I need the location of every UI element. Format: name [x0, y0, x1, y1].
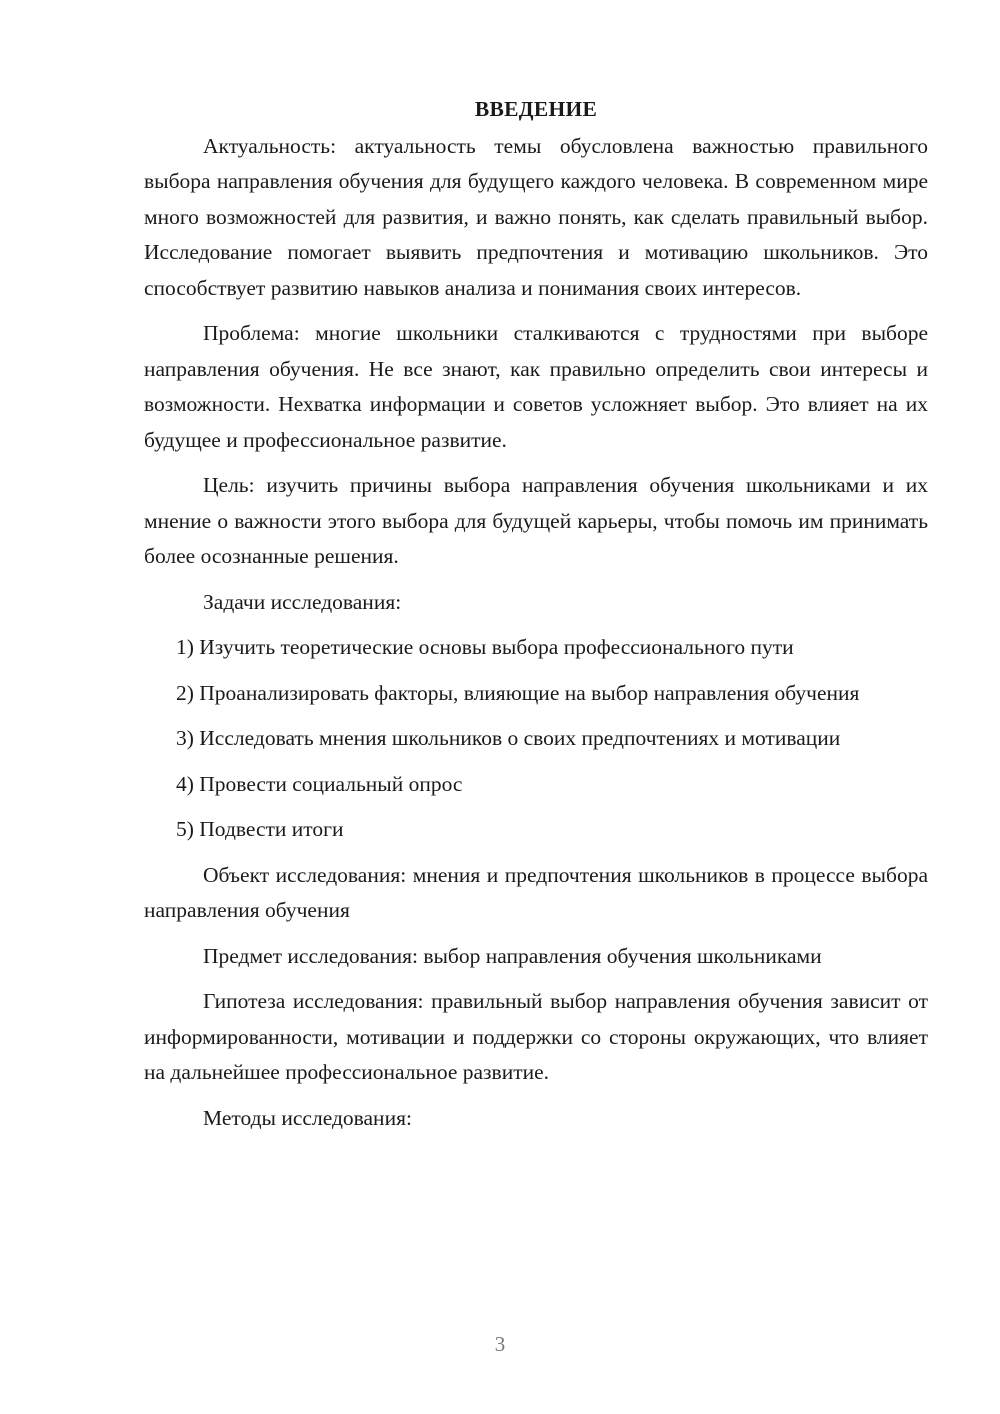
- paragraph-relevance: Актуальность: актуальность темы обусловлена важностью правильного выбора направления обучения для будущего каждого человека. В современном мире много возможностей для развития, и важно понять, как сделать правильный выбор. Исследование помогает выявить предпочтения и мотивацию школьников. Это способствует развитию навыков анализа и понимания своих интересов.: [144, 133, 928, 300]
- paragraph-object: Объект исследования: мнения и предпочтения школьников в процессе выбора направления обучения: [144, 862, 928, 922]
- paragraph-hypothesis: Гипотеза исследования: правильный выбор направления обучения зависит от информированности, мотивации и поддержки со стороны окружающих, что влияет на дальнейшее профессиональное развитие.: [144, 989, 928, 1084]
- task-item: 4) Провести социальный опрос: [176, 771, 463, 796]
- paragraph-subject: Предмет исследования: выбор направления обучения школьниками: [203, 943, 822, 968]
- paragraph-goal: Цель: изучить причины выбора направления обучения школьниками и их мнение о важности этого выбора для будущей карьеры, чтобы помочь им принимать более осознанные решения.: [144, 473, 928, 568]
- page-number: 3: [494, 1332, 506, 1356]
- task-item: 3) Исследовать мнения школьников о своих предпочтениях и мотивации: [176, 726, 841, 750]
- task-item: 1) Изучить теоретические основы выбора профессионального пути: [176, 635, 794, 659]
- section-title: ВВЕДЕНИЕ: [474, 97, 598, 121]
- task-item: 2) Проанализировать факторы, влияющие на выбор направления обучения: [176, 680, 860, 705]
- document-page: [144, 92, 928, 1146]
- tasks-heading: Задачи исследования:: [203, 589, 402, 614]
- methods-heading: Методы исследования:: [203, 1105, 412, 1130]
- paragraph-problem: Проблема: многие школьники сталкиваются с трудностями при выборе направления обучения. Не все знают, как правильно определить свои интересы и возможности. Нехватка информации и советов усложняет выбор. Это влияет на их будущее и профессиональное развитие.: [144, 321, 928, 452]
- task-item: 5) Подвести итоги: [176, 817, 344, 841]
